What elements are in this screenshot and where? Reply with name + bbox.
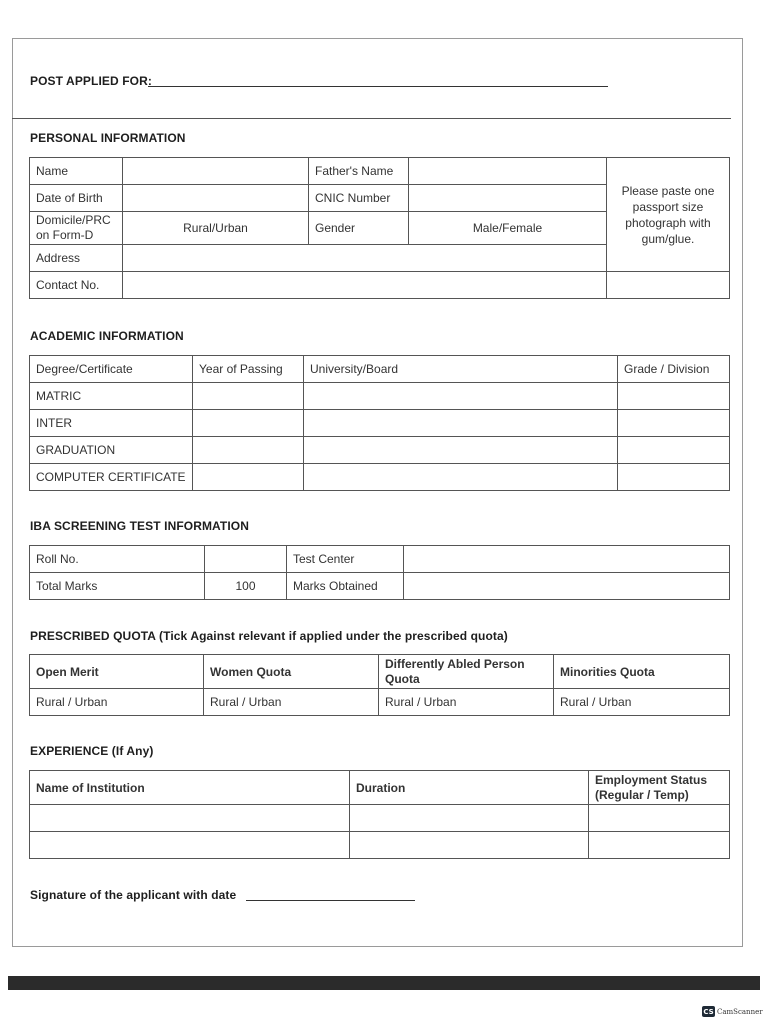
address-field[interactable] xyxy=(123,245,607,272)
quota-option-cell[interactable]: Rural / Urban xyxy=(379,689,554,716)
post-applied-label: POST APPLIED FOR: xyxy=(30,74,152,88)
address-label: Address xyxy=(30,245,123,272)
signature-field[interactable] xyxy=(246,900,415,901)
dob-field[interactable] xyxy=(123,185,309,212)
experience-col-institution: Name of Institution xyxy=(30,771,350,805)
academic-info-table xyxy=(29,355,730,491)
dob-label: Date of Birth xyxy=(30,185,123,212)
academic-col-university: University/Board xyxy=(304,356,618,383)
academic-university-field[interactable] xyxy=(304,437,618,464)
fathers-name-field[interactable] xyxy=(409,158,607,185)
academic-row-label: COMPUTER CERTIFICATE xyxy=(30,464,193,491)
experience-col-status: Employment Status (Regular / Temp) xyxy=(589,771,730,805)
academic-university-field[interactable] xyxy=(304,383,618,410)
personal-info-table xyxy=(29,157,730,299)
academic-info-heading: ACADEMIC INFORMATION xyxy=(30,329,184,343)
iba-info-table xyxy=(29,545,730,600)
academic-year-field[interactable] xyxy=(193,464,304,491)
academic-grade-field[interactable] xyxy=(618,410,730,437)
academic-year-field[interactable] xyxy=(193,437,304,464)
quota-col-open-merit: Open Merit xyxy=(30,655,204,689)
personal-info-heading: PERSONAL INFORMATION xyxy=(30,131,186,145)
total-marks-label: Total Marks xyxy=(30,573,205,600)
domicile-label: Domicile/PRC on Form-D xyxy=(30,212,123,245)
total-marks-value: 100 xyxy=(205,573,287,600)
camscanner-text: CamScanner xyxy=(717,1007,763,1016)
experience-col-duration: Duration xyxy=(350,771,589,805)
marks-obtained-field[interactable] xyxy=(404,573,730,600)
contact-label: Contact No. xyxy=(30,272,123,299)
test-center-label: Test Center xyxy=(287,546,404,573)
roll-no-label: Roll No. xyxy=(30,546,205,573)
academic-grade-field[interactable] xyxy=(618,383,730,410)
section-divider xyxy=(12,118,731,119)
experience-status-field[interactable] xyxy=(589,832,730,859)
marks-obtained-label: Marks Obtained xyxy=(287,573,404,600)
academic-row-label: GRADUATION xyxy=(30,437,193,464)
scan-edge-bar xyxy=(8,976,760,990)
academic-grade-field[interactable] xyxy=(618,464,730,491)
signature-label: Signature of the applicant with date xyxy=(30,888,237,902)
quota-option-cell[interactable]: Rural / Urban xyxy=(554,689,730,716)
name-field[interactable] xyxy=(123,158,309,185)
academic-col-grade: Grade / Division xyxy=(618,356,730,383)
academic-university-field[interactable] xyxy=(304,410,618,437)
contact-row-photo-cell xyxy=(607,272,730,299)
name-label: Name xyxy=(30,158,123,185)
post-applied-field[interactable] xyxy=(148,86,608,87)
roll-no-field[interactable] xyxy=(205,546,287,573)
gender-field[interactable]: Male/Female xyxy=(409,212,607,245)
quota-col-women: Women Quota xyxy=(204,655,379,689)
gender-label: Gender xyxy=(309,212,409,245)
experience-heading: EXPERIENCE (If Any) xyxy=(30,744,154,758)
quota-col-minorities: Minorities Quota xyxy=(554,655,730,689)
academic-year-field[interactable] xyxy=(193,410,304,437)
quota-heading: PRESCRIBED QUOTA (Tick Against relevant if applied under the prescribed quota) xyxy=(30,629,508,643)
experience-institution-field[interactable] xyxy=(30,832,350,859)
camscanner-logo-icon: CS xyxy=(703,1007,714,1016)
academic-col-degree: Degree/Certificate xyxy=(30,356,193,383)
fathers-name-label: Father's Name xyxy=(309,158,409,185)
experience-institution-field[interactable] xyxy=(30,805,350,832)
cnic-label: CNIC Number xyxy=(309,185,409,212)
academic-university-field[interactable] xyxy=(304,464,618,491)
academic-row-label: MATRIC xyxy=(30,383,193,410)
test-center-field[interactable] xyxy=(404,546,730,573)
experience-duration-field[interactable] xyxy=(350,832,589,859)
domicile-field[interactable]: Rural/Urban xyxy=(123,212,309,245)
quota-option-cell[interactable]: Rural / Urban xyxy=(204,689,379,716)
academic-year-field[interactable] xyxy=(193,383,304,410)
quota-col-differently-abled: Differently Abled Person Quota xyxy=(379,655,554,689)
academic-row-label: INTER xyxy=(30,410,193,437)
quota-option-cell[interactable]: Rural / Urban xyxy=(30,689,204,716)
contact-field[interactable] xyxy=(123,272,607,299)
academic-col-year: Year of Passing xyxy=(193,356,304,383)
academic-grade-field[interactable] xyxy=(618,437,730,464)
experience-status-field[interactable] xyxy=(589,805,730,832)
iba-info-heading: IBA SCREENING TEST INFORMATION xyxy=(30,519,249,533)
experience-duration-field[interactable] xyxy=(350,805,589,832)
cnic-field[interactable] xyxy=(409,185,607,212)
quota-table xyxy=(29,654,730,716)
camscanner-watermark xyxy=(702,1006,763,1017)
photo-box: Please paste one passport size photograph with gum/glue. xyxy=(607,158,730,272)
experience-table xyxy=(29,770,730,859)
